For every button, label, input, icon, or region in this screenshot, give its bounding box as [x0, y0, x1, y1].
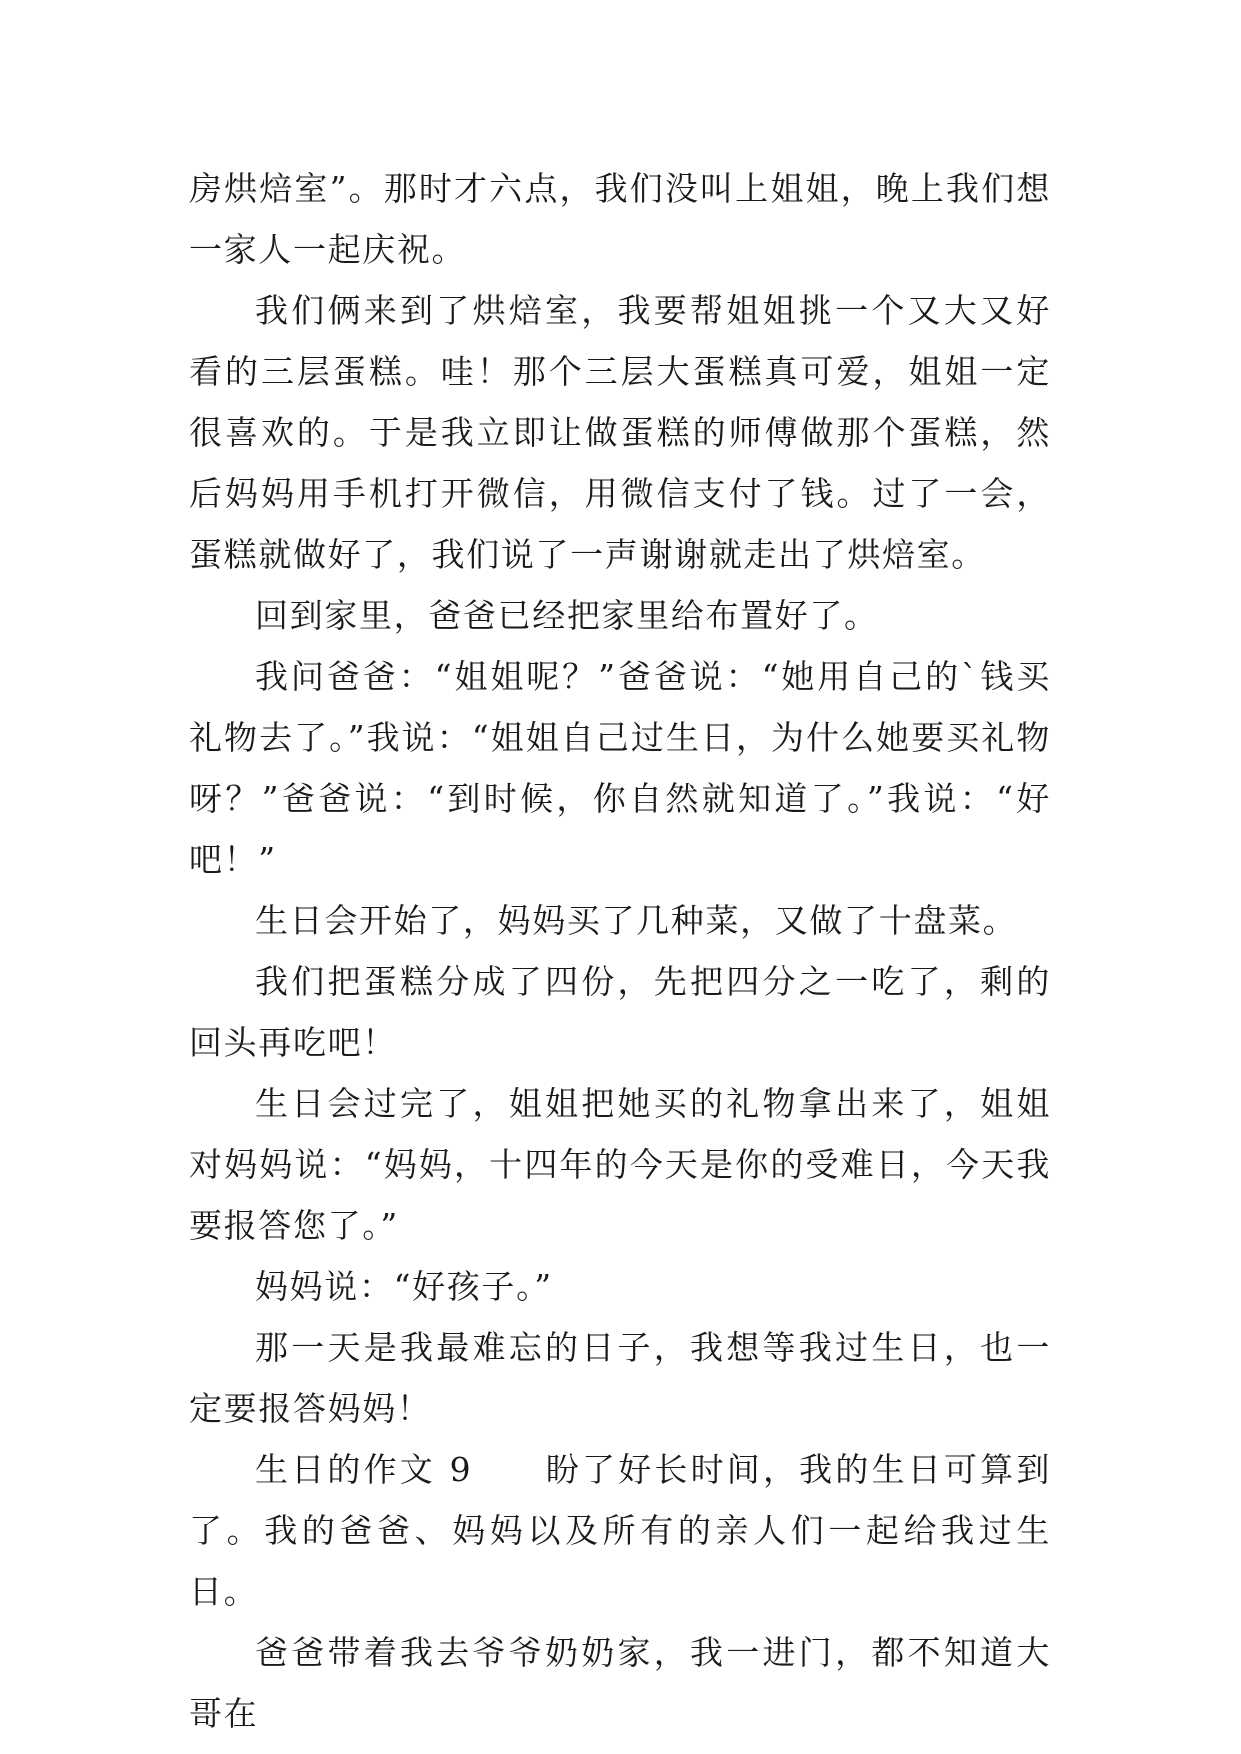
paragraph: 回到家里，爸爸已经把家里给布置好了。: [255, 596, 879, 635]
paragraph: 我们把蛋糕分成了四份，先把四分之一吃了，剩的回头再吃吧！: [189, 962, 1051, 1062]
paragraph: 妈妈说：“好孩子。”: [255, 1267, 553, 1306]
paragraph: 爸爸带着我去爷爷奶奶家，我一进门，都不知道大哥在: [189, 1633, 1051, 1733]
section-paragraph: [189, 1439, 1051, 1622]
paragraph: 我们俩来到了烘焙室，我要帮姐姐挑一个又大又好看的三层蛋糕。哇！那个三层大蛋糕真可爱，姐姐一定很喜欢的。于是我立即让做蛋糕的师傅做那个蛋糕，然后妈妈用手机打开微信，用微信支付了钱。过了一会，蛋糕就做好了，我们说了一声谢谢就走出了烘焙室。: [189, 291, 1051, 574]
paragraph: 我问爸爸：“姐姐呢？”爸爸说：“她用自己的`钱买礼物去了。”我说：“姐姐自己过生日，为什么她要买礼物呀？”爸爸说：“到时候，你自然就知道了。”我说：“好吧！”: [189, 657, 1051, 879]
paragraph: 生日会过完了，姐姐把她买的礼物拿出来了，姐姐对妈妈说：“妈妈，十四年的今天是你的受难日，今天我要报答您了。”: [189, 1084, 1051, 1245]
paragraph: 生日会开始了，妈妈买了几种菜，又做了十盘菜。: [255, 901, 1018, 940]
section-text: 盼了好长时间，我的生日可算到了。我的爸爸、妈妈以及所有的亲人们一起给我过生日。: [189, 1450, 1051, 1611]
paragraph: 房烘焙室”。那时才六点，我们没叫上姐姐，晚上我们想一家人一起庆祝。: [189, 169, 1051, 269]
document-page: [189, 158, 1051, 1744]
section-heading: 生日的作文 9: [255, 1450, 473, 1489]
paragraph: 那一天是我最难忘的日子，我想等我过生日，也一定要报答妈妈！: [189, 1328, 1051, 1428]
